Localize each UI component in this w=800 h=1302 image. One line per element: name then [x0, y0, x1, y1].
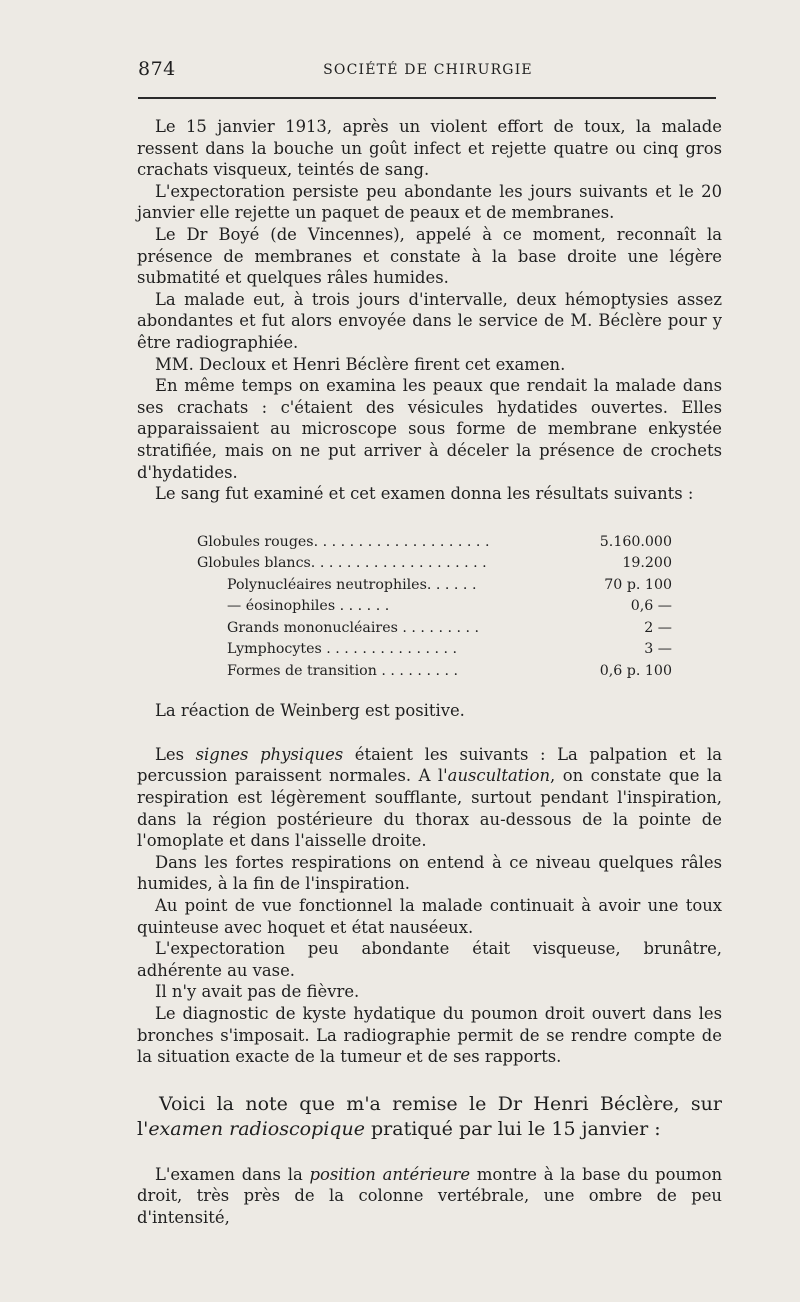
- paragraph: Le sang fut examiné et cet examen donna les résultats suivants :: [155, 484, 694, 504]
- row-value: 2 —: [644, 619, 672, 636]
- paragraph: Dans les fortes respirations on entend à ce niveau quelques râles humides, à la fin de l'inspiration.: [137, 852, 722, 894]
- row-label: — éosinophiles . . . . . .: [227, 598, 390, 615]
- paragraph: Au point de vue fonctionnel la malade continuait à avoir une toux quinteuse avec hoquet et état nauséeux.: [137, 895, 722, 937]
- blood-results-table: [197, 532, 672, 683]
- row-value: 0,6 p. 100: [599, 662, 672, 679]
- table-row: [197, 639, 672, 661]
- table-row: [197, 661, 672, 683]
- row-value: 0,6 —: [630, 598, 672, 615]
- row-label: Formes de transition . . . . . . . . .: [227, 662, 459, 679]
- paragraph: Le 15 janvier 1913, après un violent effort de toux, la malade ressent dans la bouche un goût infect et rejette quatre ou cinq gros crachats visqueux, teintés de sang.: [137, 117, 722, 180]
- signs-paragraph: Les signes physiques étaient les suivants : La palpation et la percussion paraissent normales. A l'auscultation, on constate que la respiration est légèrement soufflante, surtout pendant l'inspiration, dans la région postérieure du thorax au-dessous de la pointe de l'omoplate et dans l'aisselle droite.: [137, 744, 722, 851]
- row-label: Globules rouges. . . . . . . . . . . . . . . . . . . .: [197, 533, 490, 550]
- table-row: [197, 596, 672, 618]
- table-row: [197, 618, 672, 640]
- table-row: [197, 575, 672, 597]
- row-label: Lymphocytes . . . . . . . . . . . . . . .: [227, 641, 458, 658]
- paragraph: L'expectoration persiste peu abondante les jours suivants et le 20 janvier elle rejette un paquet de peaux et de membranes.: [137, 181, 722, 223]
- reaction-paragraph: La réaction de Weinberg est positive.: [155, 701, 465, 721]
- table-row: [197, 553, 672, 575]
- row-value: 19.200: [622, 555, 672, 572]
- paragraph: En même temps on examina les peaux que rendait la malade dans ses crachats : c'étaient des vésicules hydatides ouvertes. Elles apparaissaient au microscope sous forme de membrane enkystée stratifiée, mais on ne put arriver à déceler la présence de crochets d'hydatides.: [137, 376, 722, 482]
- paragraph: Le Dr Boyé (de Vincennes), appelé à ce moment, reconnaît la présence de membranes et constate à la base droite une légère submatité et quelques râles humides.: [137, 224, 722, 288]
- row-label: Globules blancs. . . . . . . . . . . . . . . . . . . .: [197, 555, 487, 572]
- paragraph: La malade eut, à trois jours d'intervalle, deux hémoptysies assez abondantes et fut alors envoyée dans le service de M. Béclère pour y être radiographiée.: [137, 289, 722, 352]
- paragraph: Le diagnostic de kyste hydatique du poumon droit ouvert dans les bronches s'imposait. La radiographie permit de se rendre compte de la situation exacte de la tumeur et de ses rapports.: [137, 1003, 722, 1067]
- running-head: SOCIÉTÉ DE CHIRURGIE: [323, 62, 533, 78]
- paragraph: Il n'y avait pas de fièvre.: [155, 982, 360, 1002]
- header-rule: [138, 97, 716, 99]
- row-value: 3 —: [644, 641, 672, 658]
- row-label: Polynucléaires neutrophiles. . . . . .: [227, 576, 477, 593]
- paragraph: MM. Decloux et Henri Béclère firent cet examen.: [155, 354, 566, 374]
- final-paragraph: L'examen dans la position antérieure montre à la base du poumon droit, très près de la colonne vertébrale, une ombre de peu d'intensité,: [137, 1164, 722, 1227]
- row-label: Grands mononucléaires . . . . . . . . .: [227, 619, 480, 636]
- note-intro: Voici la note que m'a remise le Dr Henri Béclère, sur l'examen radioscopique pratiqué par lui le 15 janvier :: [137, 1092, 722, 1140]
- row-value: 70 p. 100: [604, 576, 672, 593]
- row-value: 5.160.000: [599, 533, 672, 550]
- body-text: [137, 116, 722, 1228]
- paragraph: L'expectoration peu abondante était visqueuse, brunâtre, adhérente au vase.: [137, 939, 722, 980]
- page-number: 874: [138, 58, 176, 80]
- page-header: [138, 58, 718, 86]
- table-row: [197, 532, 672, 554]
